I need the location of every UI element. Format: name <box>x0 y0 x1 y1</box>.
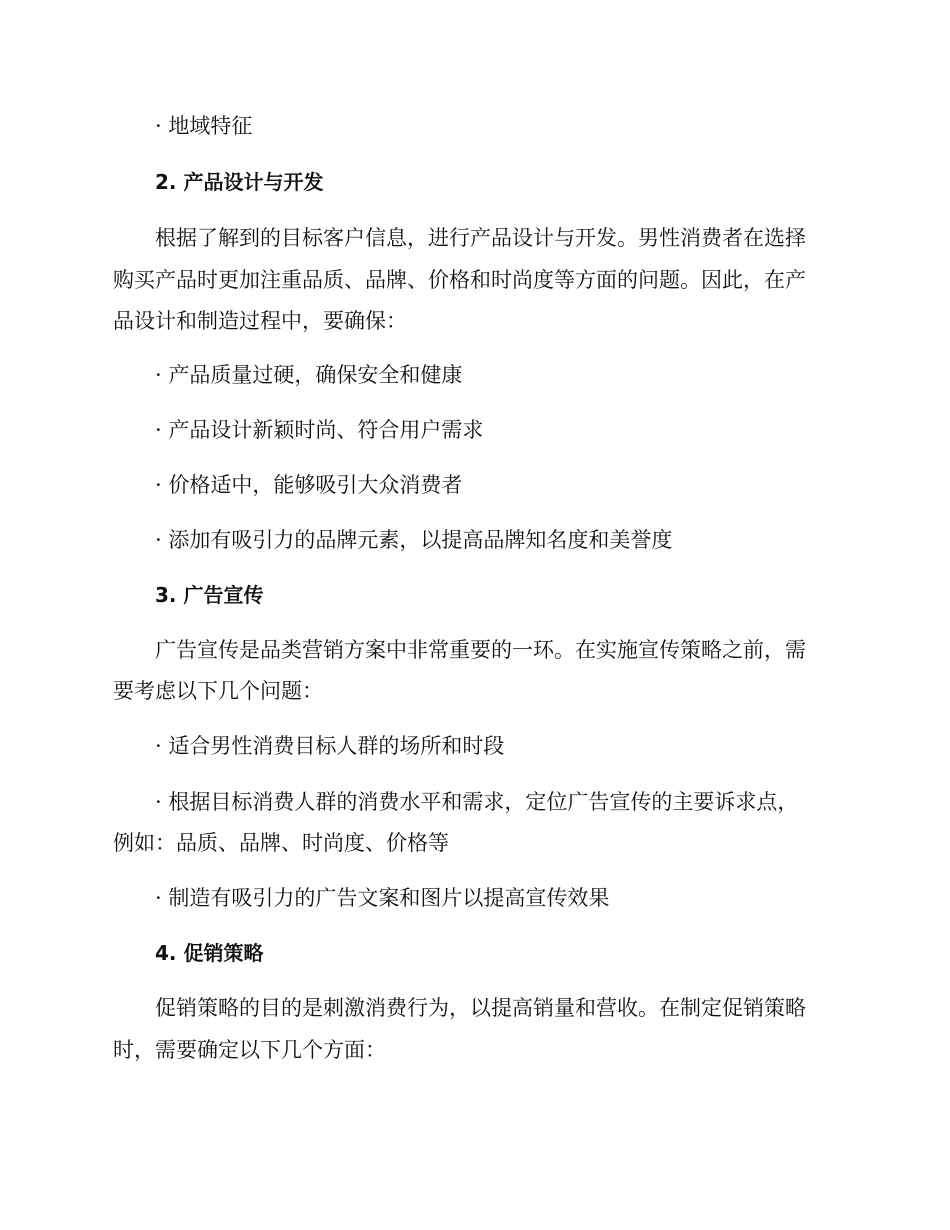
paragraph-product-design-line-1: 根据了解到的目标客户信息，进行产品设计与开发。男性消费者在选择 <box>155 226 806 250</box>
paragraph-promotion-line-2: 时，需要确定以下几个方面： <box>113 1038 386 1062</box>
paragraph-promotion-line-1: 促销策略的目的是刺激消费行为，以提高销量和营收。在制定促销策略 <box>155 996 806 1020</box>
bullet-brand: · 添加有吸引力的品牌元素，以提高品牌知名度和美誉度 <box>155 528 673 552</box>
paragraph-product-design-line-3: 品设计和制造过程中，要确保： <box>113 309 407 333</box>
heading-promotion: 4. 促销策略 <box>155 941 264 965</box>
bullet-venues: · 适合男性消费目标人群的场所和时段 <box>155 734 505 758</box>
bullet-appeal-line-2: 例如：品质、品牌、时尚度、价格等 <box>113 831 449 855</box>
paragraph-advertising-line-2: 要考虑以下几个问题： <box>113 679 323 703</box>
heading-advertising: 3. 广告宣传 <box>155 583 264 607</box>
bullet-price: · 价格适中，能够吸引大众消费者 <box>155 473 463 497</box>
paragraph-product-design-line-2: 购买产品时更加注重品质、品牌、价格和时尚度等方面的问题。因此，在产 <box>113 268 806 292</box>
bullet-quality: · 产品质量过硬，确保安全和健康 <box>155 363 463 387</box>
bullet-appeal-line-1: · 根据目标消费人群的消费水平和需求，定位广告宣传的主要诉求点， <box>155 790 799 814</box>
bullet-ad-copy: · 制造有吸引力的广告文案和图片以提高宣传效果 <box>155 886 610 910</box>
heading-product-design: 2. 产品设计与开发 <box>155 170 324 194</box>
paragraph-advertising-line-1: 广告宣传是品类营销方案中非常重要的一环。在实施宣传策略之前，需 <box>155 638 806 662</box>
bullet-design: · 产品设计新颖时尚、符合用户需求 <box>155 418 484 442</box>
bullet-regional-features: · 地域特征 <box>155 114 253 138</box>
